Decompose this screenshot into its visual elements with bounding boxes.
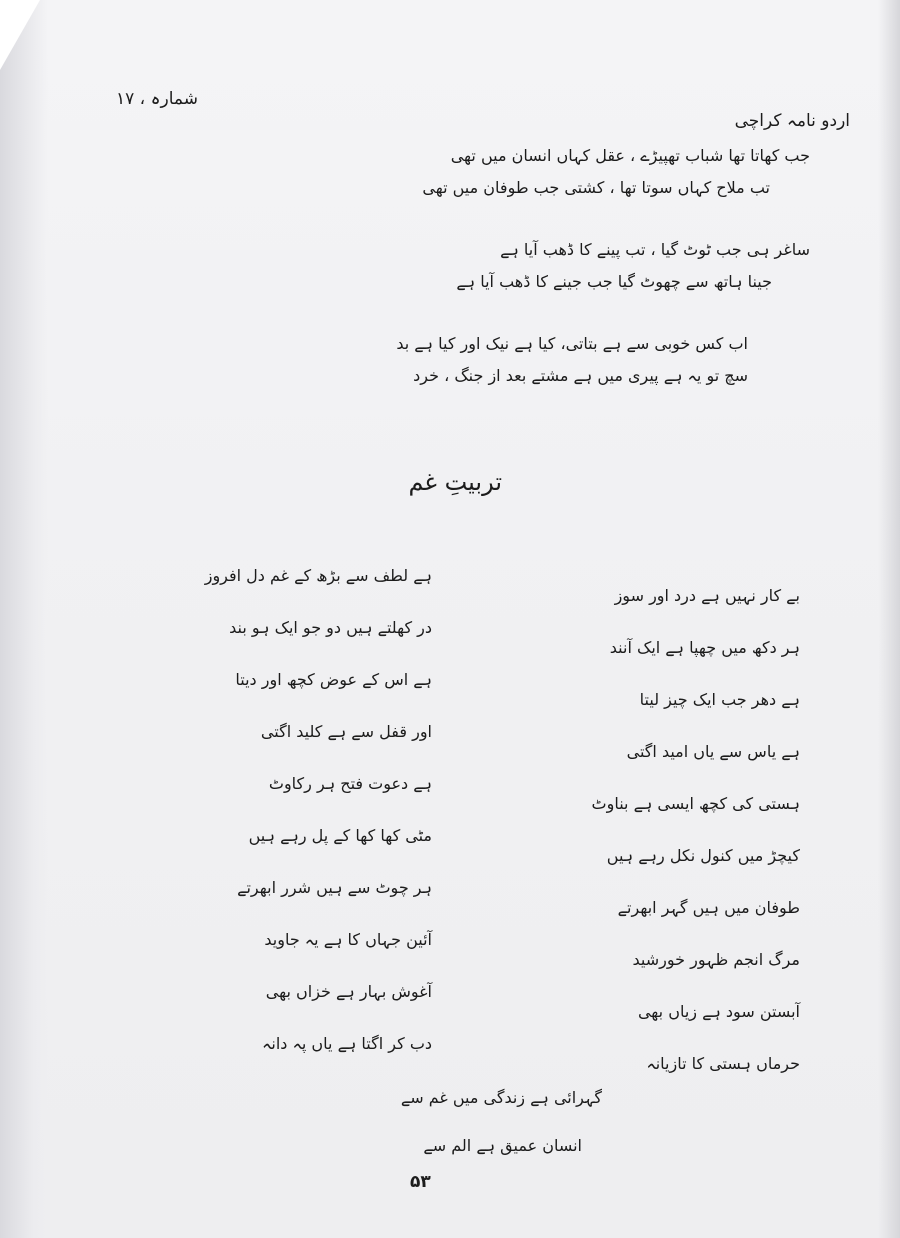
poem-line-left: ہر چوٹ سے ہیں شرر ابھرتے <box>237 878 432 897</box>
folded-corner <box>0 0 40 70</box>
poem-line-left: در کھلتے ہیں دو جو ایک ہو بند <box>229 618 432 637</box>
poem-title: تربیتِ غم <box>408 468 502 496</box>
intro-verse-line: ساغر ہی جب ٹوٹ گیا ، تب پینے کا ڈھب آیا ہے <box>500 240 810 259</box>
poem-line-right: ہستی کی کچھ ایسی ہے بناوٹ <box>591 794 800 813</box>
poem-line-left: دب کر اگتا ہے یاں پہ دانہ <box>262 1034 432 1053</box>
poem-line-right: بے کار نہیں ہے درد اور سوز <box>614 586 800 605</box>
poem-line-left: ہے اس کے عوض کچھ اور دیتا <box>235 670 432 689</box>
poem-line-left: آئین جہاں کا ہے یہ جاوید <box>264 930 432 949</box>
intro-verse-line: سچ تو یہ ہے پیری میں ہے مشتے بعد از جنگ ، خرد <box>413 366 748 385</box>
poem-line-right: کیچڑ میں کنول نکل رہے ہیں <box>606 846 800 865</box>
poem-line-left: ہے دعوت فتح ہر رکاوٹ <box>268 774 432 793</box>
poem-line-right: مرگ انجم ظہور خورشید <box>632 950 800 969</box>
page-number: ۵۳ <box>410 1172 431 1192</box>
intro-verse-line: جینا ہاتھ سے چھوٹ گیا جب جینے کا ڈھب آیا ہے <box>456 272 772 291</box>
intro-verse-line: تب ملاح کہاں سوتا تھا ، کشتی جب طوفان میں تھی <box>422 178 770 197</box>
poem-line-right: آبستن سود ہے زیاں بھی <box>637 1002 800 1021</box>
closing-line: گہرائی ہے زندگی میں غم سے <box>400 1088 602 1107</box>
poem-line-left: ہے لطف سے بڑھ کے غم دل افروز <box>204 566 432 585</box>
intro-verse-line: اب کس خوبی سے ہے بتاتی، کیا ہے نیک اور کیا ہے بد <box>396 334 748 353</box>
closing-line: انسان عمیق ہے الم سے <box>423 1136 582 1155</box>
poem-line-left: آغوش بہار ہے خزاں بھی <box>265 982 432 1001</box>
poem-line-right: ہر دکھ میں چھپا ہے ایک آنند <box>609 638 800 657</box>
publication-name: اردو نامہ کراچی <box>734 111 850 131</box>
poem-line-right: حرماں ہستی کا تازیانہ <box>646 1054 800 1073</box>
page-fold-shadow <box>0 0 48 1238</box>
poem-line-right: ہے دھر جب ایک چیز لیتا <box>639 690 800 709</box>
poem-line-right: طوفان میں ہیں گہر ابھرتے <box>617 898 800 917</box>
poem-line-right: ہے یاس سے یاں امید اگتی <box>626 742 800 761</box>
poem-line-left: مٹی کھا کھا کے پل رہے ہیں <box>248 826 432 845</box>
page-edge-shadow <box>878 0 900 1238</box>
intro-verse-line: جب کھاتا تھا شباب تھپیڑے ، عقل کہاں انسان میں تھی <box>450 146 810 165</box>
issue-number: شمارہ ، ۱۷ <box>116 89 198 109</box>
poem-line-left: اور قفل سے ہے کلید اگتی <box>260 722 432 741</box>
